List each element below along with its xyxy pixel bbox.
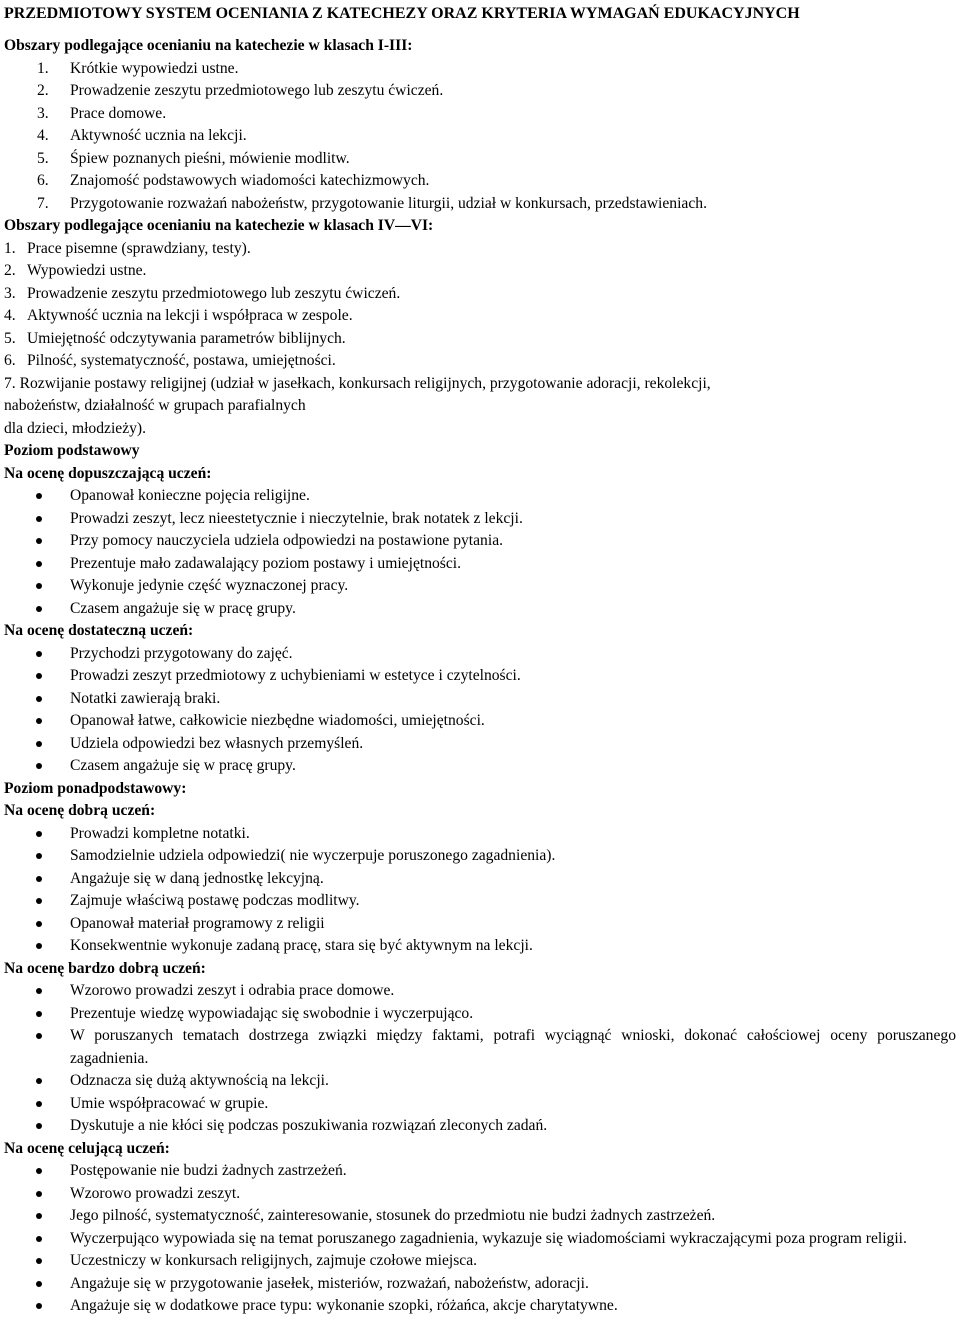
bullet-icon bbox=[4, 508, 70, 531]
item-text: Aktywność ucznia na lekcji. bbox=[70, 127, 247, 144]
numbered-list-grades-1-3 bbox=[4, 58, 956, 216]
bullet-icon bbox=[4, 733, 70, 756]
bullet-icon bbox=[4, 755, 70, 778]
bullet-text: Prezentuje mało zadawalający poziom postawy i umiejętności. bbox=[70, 554, 462, 572]
item-number: 4. bbox=[37, 127, 49, 144]
bullet-icon bbox=[4, 688, 70, 711]
grade-heading-dostateczna: Na ocenę dostateczną uczeń: bbox=[4, 622, 194, 639]
bullet-item bbox=[4, 1205, 956, 1228]
bullet-item bbox=[4, 598, 956, 621]
bullet-icon bbox=[4, 890, 70, 913]
bullet-item bbox=[4, 1115, 956, 1138]
numbered-item bbox=[4, 125, 956, 148]
bullet-item bbox=[4, 553, 956, 576]
bullet-text: Opanował konieczne pojęcia religijne. bbox=[70, 487, 310, 504]
document-title: PRZEDMIOTOWY SYSTEM OCENIANIA Z KATECHEZY ORAZ KRYTERIA WYMAGAŃ EDUKACYJNYCH bbox=[4, 5, 800, 22]
bullet-item bbox=[4, 980, 956, 1003]
bullet-text: Wzorowo prowadzi zeszyt. bbox=[70, 1184, 241, 1202]
bullet-icon bbox=[4, 1295, 70, 1318]
bullet-text: Czasem angażuje się w pracę grupy. bbox=[70, 757, 296, 774]
bullet-icon bbox=[4, 643, 70, 666]
bullet-item bbox=[4, 1273, 956, 1296]
bullet-icon bbox=[4, 1115, 70, 1138]
bullet-icon bbox=[4, 1070, 70, 1093]
bullet-list-bardzo-dobra bbox=[4, 980, 956, 1138]
item-number: 1. bbox=[37, 59, 49, 77]
bullet-item bbox=[4, 733, 956, 756]
item-text: Krótkie wypowiedzi ustne. bbox=[70, 59, 239, 77]
bullet-item bbox=[4, 845, 956, 868]
numbered-item bbox=[4, 148, 956, 171]
bullet-text: Dyskutuje a nie kłóci się podczas poszukiwania rozwiązań zleconych zadań. bbox=[70, 1117, 548, 1134]
bullet-icon bbox=[4, 1093, 70, 1116]
bullet-item bbox=[4, 1070, 956, 1093]
bullet-text: Odznacza się dużą aktywnością na lekcji. bbox=[70, 1072, 329, 1089]
bullet-icon bbox=[4, 665, 70, 688]
bullet-item bbox=[4, 1183, 956, 1206]
bullet-item bbox=[4, 1295, 956, 1318]
bullet-item bbox=[4, 688, 956, 711]
bullet-text: Angażuje się w daną jednostkę lekcyjną. bbox=[70, 869, 324, 887]
item-text: Prowadzenie zeszytu przedmiotowego lub zeszytu ćwiczeń. bbox=[70, 82, 444, 99]
bullet-item bbox=[4, 485, 956, 508]
bullet-text: Notatki zawierają braki. bbox=[70, 689, 221, 707]
bullet-item bbox=[4, 530, 956, 553]
bullet-item bbox=[4, 1228, 956, 1251]
item-number: 7. bbox=[4, 374, 16, 392]
numbered-item bbox=[4, 193, 956, 216]
bullet-text: Udziela odpowiedzi bez własnych przemyśleń. bbox=[70, 734, 364, 752]
bullet-text: Umie współpracować w grupie. bbox=[70, 1094, 269, 1112]
bullet-text: Wzorowo prowadzi zeszyt i odrabia prace domowe. bbox=[70, 982, 395, 999]
bullet-text: Jego pilność, systematyczność, zainteresowanie, stosunek do przedmiotu nie budzi żadnych zastrzeżeń. bbox=[70, 1207, 716, 1224]
level-heading-basic: Poziom podstawowy bbox=[4, 442, 140, 459]
bullet-list-celujaca bbox=[4, 1160, 956, 1318]
bullet-text: Wykonuje jedynie część wyznaczonej pracy. bbox=[70, 577, 349, 594]
bullet-icon bbox=[4, 1228, 70, 1251]
bullet-text: Przy pomocy nauczyciela udziela odpowiedzi na postawione pytania. bbox=[70, 532, 504, 549]
numbered-item: 6. Pilność, systematyczność, postawa, umiejętności. bbox=[4, 350, 956, 373]
numbered-item bbox=[4, 170, 956, 193]
bullet-icon bbox=[4, 1183, 70, 1206]
document-page bbox=[4, 3, 956, 1318]
item-text: Śpiew poznanych pieśni, mówienie modlitw. bbox=[70, 149, 350, 167]
grade-heading-bardzo-dobra: Na ocenę bardzo dobrą uczeń: bbox=[4, 959, 206, 977]
bullet-item bbox=[4, 575, 956, 598]
numbered-list-grades-4-6 bbox=[4, 238, 956, 373]
bullet-text: Prowadzi kompletne notatki. bbox=[70, 824, 250, 842]
bullet-text: Samodzielnie udziela odpowiedzi( nie wyczerpuje poruszonego zagadnienia). bbox=[70, 847, 556, 864]
bullet-text: Uczestniczy w konkursach religijnych, zajmuje czołowe miejsca. bbox=[70, 1252, 478, 1269]
item-text-line1: Rozwijanie postawy religijnej (udział w jasełkach, konkursach religijnych, przygotowanie adoracji, rekolekcji, bbox=[19, 374, 711, 392]
bullet-icon bbox=[4, 980, 70, 1003]
level-heading-advanced: Poziom ponadpodstawowy: bbox=[4, 779, 187, 797]
bullet-item bbox=[4, 1250, 956, 1273]
bullet-item bbox=[4, 1093, 956, 1116]
numbered-item bbox=[4, 80, 956, 103]
bullet-item bbox=[4, 890, 956, 913]
bullet-icon bbox=[4, 598, 70, 621]
bullet-text: W poruszanych tematach dostrzega związki między faktami, potrafi wyciągnąć wnioski, dokonać całościowej oceny poruszanego zagadnienia. bbox=[70, 1027, 956, 1067]
item-text: Prace domowe. bbox=[70, 104, 167, 122]
bullet-icon bbox=[4, 1160, 70, 1183]
bullet-item bbox=[4, 1160, 956, 1183]
bullet-text: Opanował materiał programowy z religii bbox=[70, 914, 325, 932]
bullet-icon bbox=[4, 1250, 70, 1273]
bullet-item bbox=[4, 1003, 956, 1026]
section-heading-grades-1-3: Obszary podlegające ocenianiu na katechezie w klasach I-III: bbox=[4, 37, 413, 54]
bullet-list-dobra bbox=[4, 823, 956, 958]
bullet-text: Konsekwentnie wykonuje zadaną pracę, stara się być aktywnym na lekcji. bbox=[70, 937, 533, 954]
numbered-item-7-grades-4-6 bbox=[4, 373, 956, 441]
numbered-item: 3. Prowadzenie zeszytu przedmiotowego lub zeszytu ćwiczeń. bbox=[4, 283, 956, 306]
item-number: 3. bbox=[37, 104, 49, 122]
bullet-text: Czasem angażuje się w pracę grupy. bbox=[70, 599, 296, 617]
numbered-item: 1. Prace pisemne (sprawdziany, testy). bbox=[4, 238, 956, 261]
item-number: 2. bbox=[37, 82, 49, 99]
bullet-icon bbox=[4, 935, 70, 958]
grade-heading-dopuszczajaca: Na ocenę dopuszczającą uczeń: bbox=[4, 464, 212, 482]
item-number: 7. bbox=[37, 194, 49, 212]
bullet-icon bbox=[4, 1273, 70, 1296]
item-text: Znajomość podstawowych wiadomości katechizmowych. bbox=[70, 172, 430, 189]
item-text: Przygotowanie rozważań nabożeństw, przygotowanie liturgii, udział w konkursach, przedstawieniach. bbox=[70, 194, 707, 212]
bullet-icon bbox=[4, 530, 70, 553]
bullet-icon bbox=[4, 485, 70, 508]
section-heading-grades-4-6: Obszary podlegające ocenianiu na katechezie w klasach IV—VI: bbox=[4, 217, 434, 234]
bullet-text: Opanował łatwe, całkowicie niezbędne wiadomości, umiejętności. bbox=[70, 712, 485, 729]
bullet-icon bbox=[4, 913, 70, 936]
bullet-item bbox=[4, 935, 956, 958]
item-text-line3: dla dzieci, młodzieży). bbox=[4, 419, 147, 437]
bullet-text: Prowadzi zeszyt przedmiotowy z uchybieniami w estetyce i czytelności. bbox=[70, 667, 521, 684]
item-text: Umiejętność odczytywania parametrów biblijnych. bbox=[27, 329, 346, 347]
item-text: Aktywność ucznia na lekcji i współpraca w zespole. bbox=[27, 307, 353, 324]
bullet-icon bbox=[4, 868, 70, 891]
bullet-text: Prezentuje wiedzę wypowiadając się swobodnie i wyczerpująco. bbox=[70, 1004, 474, 1022]
numbered-item bbox=[4, 103, 956, 126]
bullet-icon bbox=[4, 710, 70, 733]
bullet-item bbox=[4, 823, 956, 846]
bullet-text: Przychodzi przygotowany do zajęć. bbox=[70, 644, 293, 662]
bullet-item bbox=[4, 643, 956, 666]
grade-heading-celujaca: Na ocenę celującą uczeń: bbox=[4, 1139, 170, 1157]
item-text: Prowadzenie zeszytu przedmiotowego lub zeszytu ćwiczeń. bbox=[27, 284, 401, 302]
bullet-text: Wyczerpująco wypowiada się na temat poruszanego zagadnienia, wykazuje się wiadomościami wykraczającymi poza program religii. bbox=[70, 1229, 907, 1247]
item-text-line2: nabożeństw, działalność w grupach parafialnych bbox=[4, 397, 306, 414]
bullet-text: Angażuje się w przygotowanie jasełek, misteriów, rozważań, nabożeństw, adoracji. bbox=[70, 1274, 589, 1292]
bullet-item bbox=[4, 508, 956, 531]
bullet-item bbox=[4, 913, 956, 936]
bullet-text: Postępowanie nie budzi żadnych zastrzeżeń. bbox=[70, 1162, 347, 1179]
bullet-icon bbox=[4, 553, 70, 576]
bullet-item bbox=[4, 665, 956, 688]
bullet-icon bbox=[4, 1003, 70, 1026]
bullet-item bbox=[4, 1025, 956, 1070]
bullet-icon bbox=[4, 823, 70, 846]
item-text: Pilność, systematyczność, postawa, umiejętności. bbox=[27, 352, 336, 369]
bullet-list-dopuszczajaca bbox=[4, 485, 956, 620]
numbered-item bbox=[4, 58, 956, 81]
bullet-item bbox=[4, 755, 956, 778]
bullet-item bbox=[4, 710, 956, 733]
bullet-icon bbox=[4, 1205, 70, 1228]
numbered-item: 5. Umiejętność odczytywania parametrów biblijnych. bbox=[4, 328, 956, 351]
bullet-text: Zajmuje właściwą postawę podczas modlitwy. bbox=[70, 892, 360, 909]
bullet-icon bbox=[4, 845, 70, 868]
bullet-text: Angażuje się w dodatkowe prace typu: wykonanie szopki, różańca, akcje charytatywne. bbox=[70, 1297, 618, 1314]
bullet-text: Prowadzi zeszyt, lecz nieestetycznie i nieczytelnie, brak notatek z lekcji. bbox=[70, 509, 523, 527]
numbered-item: 2. Wypowiedzi ustne. bbox=[4, 260, 956, 283]
item-number: 6. bbox=[37, 172, 49, 189]
bullet-list-dostateczna bbox=[4, 643, 956, 778]
bullet-item bbox=[4, 868, 956, 891]
bullet-icon bbox=[4, 575, 70, 598]
numbered-item: 4. Aktywność ucznia na lekcji i współpraca w zespole. bbox=[4, 305, 956, 328]
item-number: 5. bbox=[37, 149, 49, 167]
bullet-icon bbox=[4, 1025, 70, 1070]
item-text: Prace pisemne (sprawdziany, testy). bbox=[27, 239, 251, 257]
grade-heading-dobra: Na ocenę dobrą uczeń: bbox=[4, 802, 156, 819]
item-text: Wypowiedzi ustne. bbox=[27, 262, 147, 279]
